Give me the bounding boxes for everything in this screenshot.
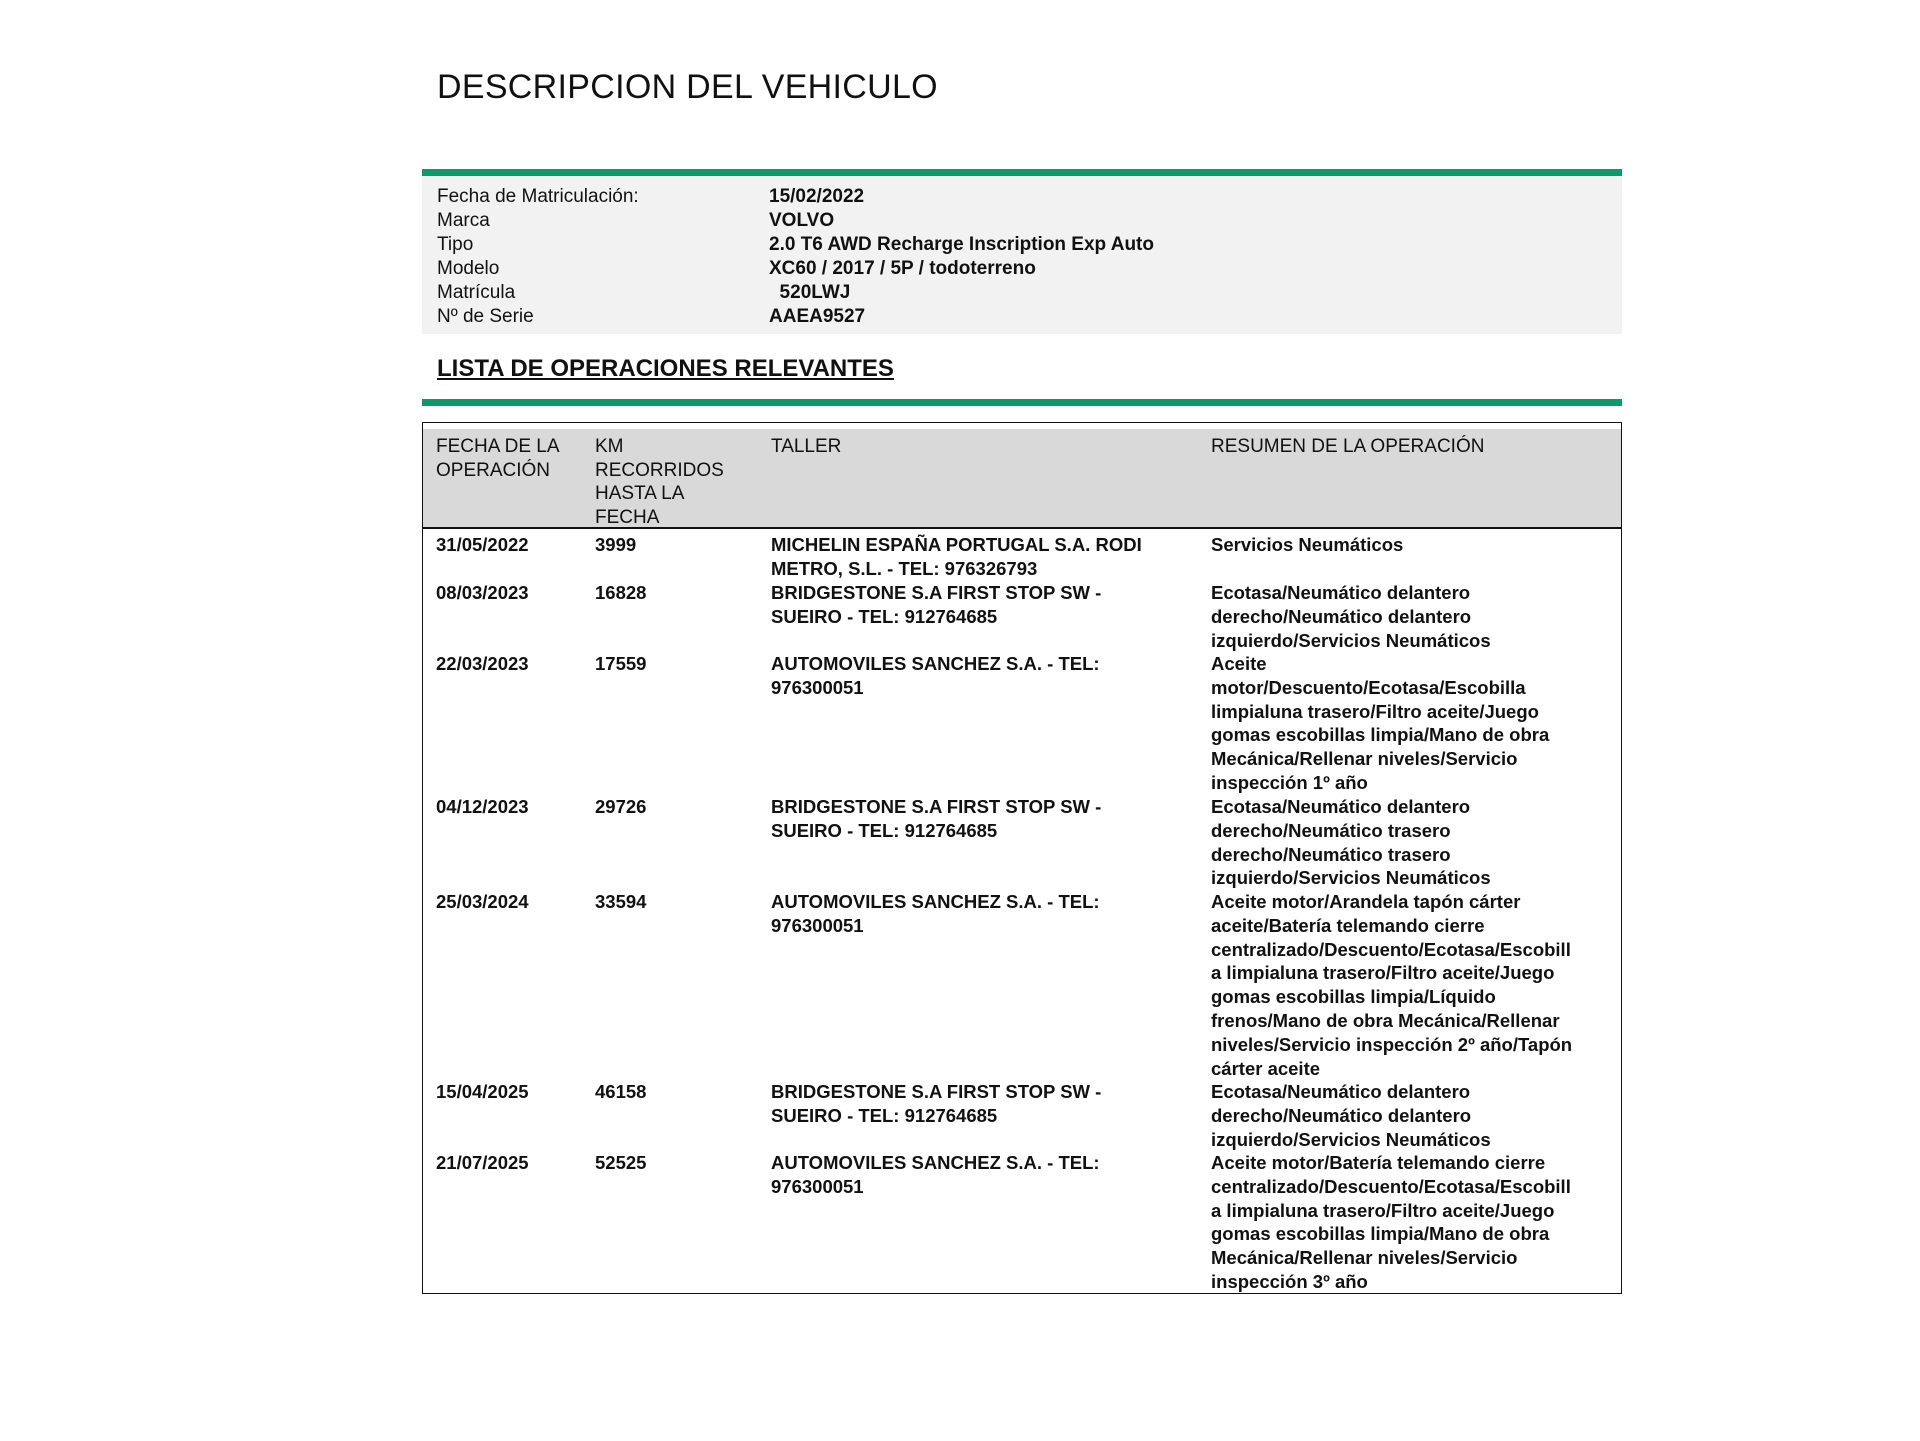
vehicle-value: VOLVO [769, 210, 835, 231]
vehicle-value: AAEA9527 [769, 306, 866, 327]
cell-km: 33594 [595, 891, 647, 912]
operations-section-title: LISTA DE OPERACIONES RELEVANTES [437, 355, 894, 382]
section-divider-operations [422, 399, 1622, 406]
cell-taller: AUTOMOVILES SANCHEZ S.A. - TEL: 976300051 [771, 653, 1100, 698]
section-divider-top [422, 169, 1622, 176]
cell-fecha: 08/03/2023 [436, 582, 529, 603]
table-row [423, 1080, 1621, 1151]
vehicle-value: 2.0 T6 AWD Recharge Inscription Exp Auto [769, 234, 1154, 255]
vehicle-label: Modelo [437, 258, 500, 279]
cell-taller: MICHELIN ESPAÑA PORTUGAL S.A. RODI METRO, S.L. - TEL: 976326793 [771, 534, 1142, 579]
cell-fecha: 25/03/2024 [436, 891, 529, 912]
operations-table-body [423, 533, 1621, 1294]
cell-fecha: 15/04/2025 [436, 1081, 529, 1102]
cell-km: 17559 [595, 653, 647, 674]
operations-table-header [423, 429, 1621, 529]
page-title: DESCRIPCION DEL VEHICULO [437, 68, 938, 106]
table-row [423, 533, 1621, 581]
table-row [423, 795, 1621, 890]
cell-taller: AUTOMOVILES SANCHEZ S.A. - TEL: 976300051 [771, 891, 1100, 936]
cell-resumen: Ecotasa/Neumático delantero derecho/Neumático delantero izquierdo/Servicios Neumáticos [1211, 1081, 1491, 1150]
cell-taller: BRIDGESTONE S.A FIRST STOP SW - SUEIRO - TEL: 912764685 [771, 1081, 1102, 1126]
vehicle-label: Fecha de Matriculación: [437, 186, 639, 207]
cell-km: 46158 [595, 1081, 647, 1102]
cell-km: 16828 [595, 582, 647, 603]
table-row [423, 581, 1621, 652]
cell-fecha: 31/05/2022 [436, 534, 529, 555]
cell-resumen: Aceite motor/Batería telemando cierre centralizado/Descuento/Ecotasa/Escobill a limpialuna trasero/Filtro aceite/Juego gomas escobillas limpia/Mano de obra Mecánica/Rellenar niveles/Servicio inspección 3º año [1211, 1152, 1571, 1292]
cell-taller: BRIDGESTONE S.A FIRST STOP SW - SUEIRO - TEL: 912764685 [771, 582, 1102, 627]
vehicle-details-panel [422, 176, 1622, 334]
cell-resumen: Ecotasa/Neumático delantero derecho/Neumático trasero derecho/Neumático trasero izquierdo/Servicios Neumáticos [1211, 796, 1491, 889]
cell-fecha: 22/03/2023 [436, 653, 529, 674]
header-fecha: FECHA DE LA OPERACIÓN [436, 436, 560, 481]
cell-taller: AUTOMOVILES SANCHEZ S.A. - TEL: 976300051 [771, 1152, 1100, 1197]
vehicle-value: 520LWJ [769, 282, 851, 303]
cell-km: 52525 [595, 1152, 647, 1173]
vehicle-label: Marca [437, 210, 490, 231]
cell-km: 29726 [595, 796, 647, 817]
cell-km: 3999 [595, 534, 637, 555]
cell-fecha: 04/12/2023 [436, 796, 529, 817]
vehicle-label: Matrícula [437, 282, 516, 303]
table-row [423, 1151, 1621, 1294]
header-resumen: RESUMEN DE LA OPERACIÓN [1211, 436, 1485, 457]
operations-table [422, 422, 1622, 1294]
table-row [423, 652, 1621, 795]
cell-resumen: Ecotasa/Neumático delantero derecho/Neumático delantero izquierdo/Servicios Neumáticos [1211, 582, 1491, 651]
vehicle-value: 15/02/2022 [769, 186, 865, 207]
vehicle-label: Tipo [437, 234, 474, 255]
cell-fecha: 21/07/2025 [436, 1152, 529, 1173]
header-taller: TALLER [771, 436, 842, 457]
cell-resumen: Servicios Neumáticos [1211, 534, 1404, 555]
cell-resumen: Aceite motor/Descuento/Ecotasa/Escobilla limpialuna trasero/Filtro aceite/Juego gomas escobillas limpia/Mano de obra Mecánica/Rellenar niveles/Servicio inspección 1º año [1211, 653, 1550, 793]
vehicle-label: Nº de Serie [437, 306, 534, 327]
cell-resumen: Aceite motor/Arandela tapón cárter aceite/Batería telemando cierre centralizado/Descuento/Ecotasa/Escobill a limpialuna trasero/Filtro aceite/Juego gomas escobillas limpia/Líquido frenos/Mano de obra Mecánica/Rellenar niveles/Servicio inspección 2º año/Tapón cárter aceite [1211, 891, 1573, 1079]
header-km: KM RECORRIDOS HASTA LA FECHA [595, 436, 724, 528]
cell-taller: BRIDGESTONE S.A FIRST STOP SW - SUEIRO - TEL: 912764685 [771, 796, 1102, 841]
table-row [423, 890, 1621, 1080]
vehicle-value: XC60 / 2017 / 5P / todoterreno [769, 258, 1036, 279]
